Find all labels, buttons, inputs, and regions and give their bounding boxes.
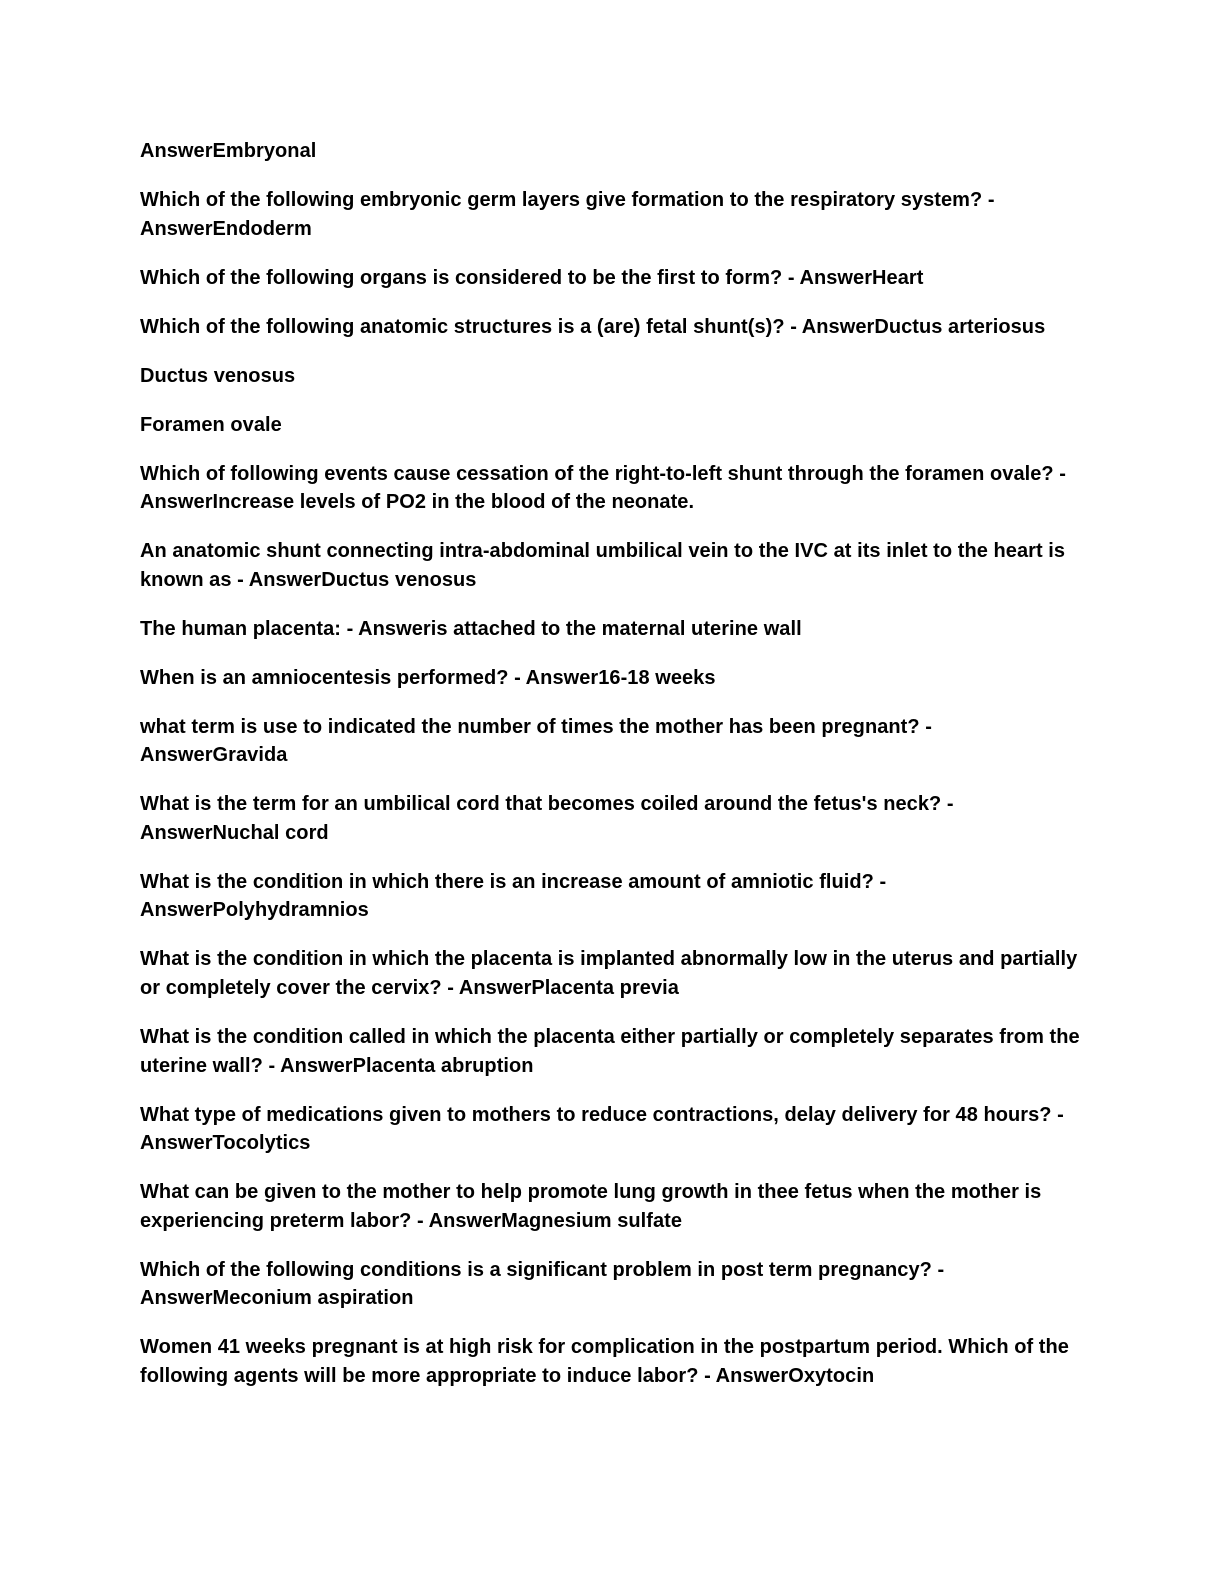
paragraph-answer-embryonal: AnswerEmbryonal [140, 140, 317, 162]
paragraph-polyhydramnios: What is the condition in which there is an increase amount of amniotic fluid? - AnswerPolyhydramnios [140, 870, 887, 922]
paragraph-fetal-shunts: Which of the following anatomic structures is a (are) fetal shunt(s)? - AnswerDuctus arteriosus [140, 315, 1046, 338]
paragraph-anatomic-shunt: An anatomic shunt connecting intra-abdominal umbilical vein to the IVC at its inlet to the heart is known as - AnswerDuctus venosus [140, 540, 1066, 591]
paragraph-oxytocin: Women 41 weeks pregnant is at high risk for complication in the postpartum period. Which of the following agents will be more appropriate to induce labor? - AnswerOxytocin [140, 1336, 1069, 1387]
document-body [140, 137, 1080, 1411]
paragraph-placenta-previa: What is the condition in which the placenta is implanted abnormally low in the uterus and partially or completely cover the cervix? - AnswerPlacenta previa [140, 948, 1078, 999]
paragraph-foramen-ovale: Foramen ovale [140, 413, 282, 436]
paragraph-gravida: what term is use to indicated the number of times the mother has been pregnant? - AnswerGravida [140, 715, 932, 767]
paragraph-meconium-aspiration: Which of the following conditions is a significant problem in post term pregnancy? - AnswerMeconium aspiration [140, 1258, 945, 1310]
paragraph-human-placenta: The human placenta: - Answeris attached to the maternal uterine wall [140, 617, 802, 640]
paragraph-amniocentesis: When is an amniocentesis performed? - Answer16-18 weeks [140, 666, 716, 689]
paragraph-germ-layers: Which of the following embryonic germ layers give formation to the respiratory system? - AnswerEndoderm [140, 188, 995, 240]
paragraph-shunt-cessation: Which of following events cause cessation of the right-to-left shunt through the foramen ovale? - AnswerIncrease levels of PO2 in the blood of the neonate. [140, 462, 1067, 514]
paragraph-first-organ: Which of the following organs is considered to be the first to form? - AnswerHeart [140, 266, 924, 289]
paragraph-magnesium-sulfate: What can be given to the mother to help promote lung growth in thee fetus when the mother is experiencing preterm labor? - AnswerMagnesium sulfate [140, 1181, 1042, 1232]
paragraph-ductus-venosus: Ductus venosus [140, 364, 296, 387]
paragraph-nuchal-cord: What is the term for an umbilical cord that becomes coiled around the fetus's neck? - AnswerNuchal cord [140, 793, 954, 844]
paragraph-tocolytics: What type of medications given to mothers to reduce contractions, delay delivery for 48 hours? - AnswerTocolytics [140, 1103, 1064, 1155]
paragraph-placenta-abruption: What is the condition called in which the placenta either partially or completely separates from the uterine wall? - AnswerPlacenta abruption [140, 1025, 1080, 1077]
